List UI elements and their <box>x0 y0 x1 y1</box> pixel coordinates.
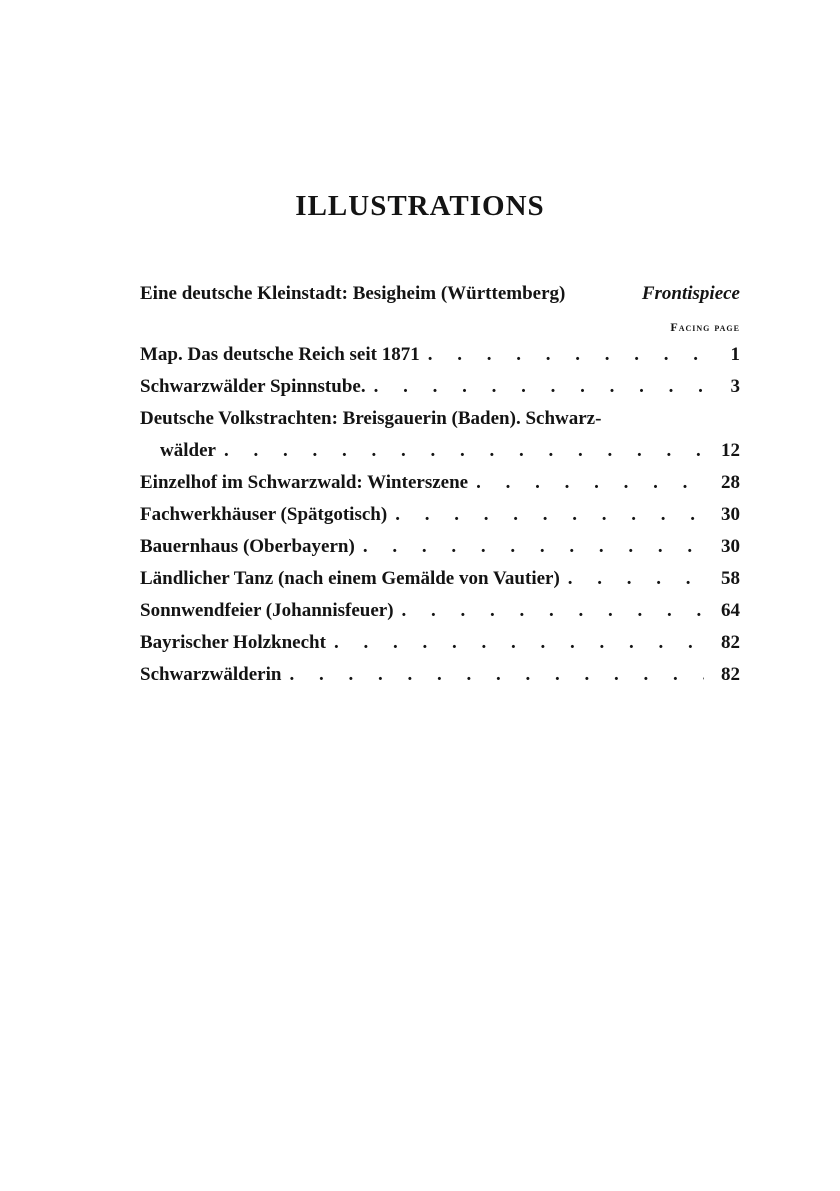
entry-title: Bauernhaus (Oberbayern) <box>140 536 355 557</box>
dot-leader <box>355 531 704 563</box>
frontispiece-row <box>140 283 740 315</box>
entry-title: Fachwerkhäuser (Spätgotisch) <box>140 504 388 525</box>
list-item <box>140 371 740 403</box>
entry-page-number: 28 <box>721 472 740 493</box>
entry-page-number: 58 <box>721 568 740 589</box>
entry-page-number: 30 <box>721 504 740 525</box>
dot-leader <box>366 371 704 403</box>
frontispiece-label: Frontispiece <box>641 283 740 304</box>
entry-title-line-1: Deutsche Volkstrachten: Breisgauerin (Baden). Schwarz- <box>140 408 602 429</box>
entry-title: Ländlicher Tanz (nach einem Gemälde von Vautier) <box>140 568 560 589</box>
entry-page-number: 3 <box>730 376 740 397</box>
entry-title: Schwarzwälder Spinnstube. <box>140 376 366 397</box>
list-item <box>140 659 740 691</box>
list-item <box>140 627 740 659</box>
dot-leader <box>468 467 704 499</box>
entry-title: Sonnwendfeier (Johannisfeuer) <box>140 600 394 621</box>
list-item <box>140 499 740 531</box>
entry-title: Schwarzwälderin <box>140 664 282 685</box>
entry-page-number: 82 <box>721 632 740 653</box>
list-item <box>140 403 740 467</box>
entry-page-number: 64 <box>721 600 740 621</box>
list-item <box>140 339 740 371</box>
entry-title: Bayrischer Holzknecht <box>140 632 326 653</box>
dot-leader <box>326 627 704 659</box>
illustrations-list <box>140 283 740 691</box>
list-item <box>140 531 740 563</box>
entry-title: Einzelhof im Schwarzwald: Winterszene <box>140 472 469 493</box>
dot-leader <box>560 563 704 595</box>
entry-title-line-2: wälder <box>160 440 216 461</box>
dot-leader <box>281 659 704 691</box>
page-heading: ILLUSTRATIONS <box>295 190 545 222</box>
dot-leader <box>420 339 704 371</box>
dot-leader <box>394 595 704 627</box>
list-item <box>140 563 740 595</box>
entry-page-number: 1 <box>730 344 740 365</box>
dot-leader <box>216 435 704 467</box>
entry-page-number: 82 <box>721 664 740 685</box>
entry-page-number: 12 <box>721 440 740 461</box>
dot-leader <box>387 499 704 531</box>
entry-title: Map. Das deutsche Reich seit 1871 <box>140 344 420 365</box>
list-item <box>140 595 740 627</box>
facing-page-header: Facing page <box>670 320 740 334</box>
list-item <box>140 467 740 499</box>
entry-page-number: 30 <box>721 536 740 557</box>
frontispiece-title: Eine deutsche Kleinstadt: Besigheim (Württemberg) <box>140 283 566 304</box>
